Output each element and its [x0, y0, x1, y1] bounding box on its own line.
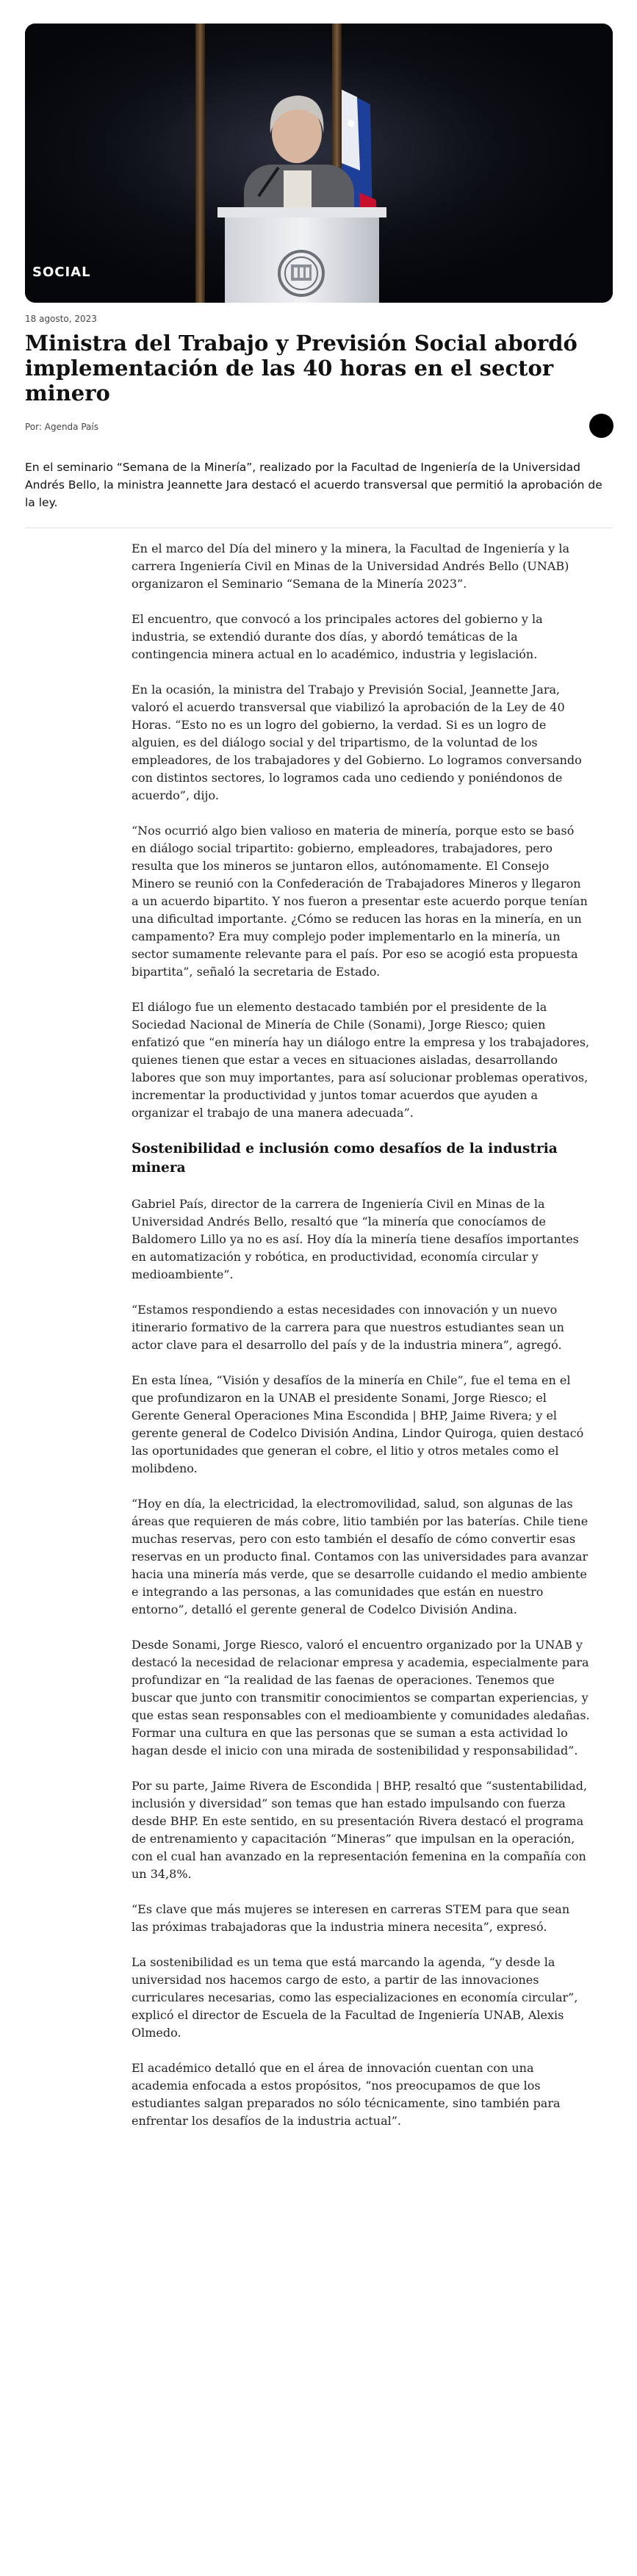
article-lead: En el seminario “Semana de la Minería”, realizado por la Facultad de Ingeniería de la Universidad Andrés Bello, la ministra Jeannette Jara destacó el acuerdo transversal que permitió la aprobación de la ley. [25, 461, 602, 509]
body-paragraph: Gabriel País, director de la carrera de Ingeniería Civil en Minas de la Universidad Andrés Bello, resaltó que “la minería que conocíamos de Baldomero Lillo ya no es así. Hoy día la minería tiene desafíos importantes en automatización y robótica, en productividad, economía circular y medioambiente”. [132, 1197, 579, 1281]
body-paragraph: La sostenibilidad es un tema que está marcando la agenda, “y desde la universidad nos hacemos cargo de esto, a partir de las innovaciones curriculares necesarias, como las especializaciones en economía circular”, explicó el director de Escuela de la Facultad de Ingeniería UNAB, Alexis Olmedo. [132, 1955, 578, 2040]
category-tag[interactable]: SOCIAL [32, 265, 91, 280]
publish-date: 18 agosto, 2023 [25, 314, 97, 324]
article-body [132, 540, 590, 2148]
body-paragraph: “Nos ocurrió algo bien valioso en materia de minería, porque esto se basó en diálogo social tripartito: gobierno, empleadores, trabajadores, pero resulta que los mineros se juntaron ellos, autónomamente. El Consejo Minero se reunió con la Confederación de Trabajadores Mineros y llegaron a un acuerdo bipartito. Y nos fueron a presentar este acuerdo porque tenían una dificultad importante. ¿Cómo se reducen las horas en la minería, en un campamento? Era muy complejo poder implementarlo en la minería, un sector sumamente relevante para el país. Por eso se acogió esta propuesta bipartita”, señaló la secretaria de Estado. [132, 824, 588, 979]
body-paragraph: “Hoy en día, la electricidad, la electromovilidad, salud, son algunas de las áreas que requieren de más cobre, litio también por las baterías. Chile tiene muchas reservas, pero con esto también el desafío de cómo convertir esas reservas en un producto final. Contamos con las universidades para avanzar hacia una minería más verde, que se desarrolle cuidando el medio ambiente e integrando a las personas, a las comunidades que están en nuestro entorno”, detalló el gerente general de Codelco División Andina. [132, 1497, 589, 1616]
body-paragraph: El académico detalló que en el área de innovación cuentan con una academia enfocada a estos propósitos, “nos preocupamos de que los estudiantes salgan preparados no sólo técnicamente, sino también para enfrentar los desafíos de la industria actual”. [132, 2061, 561, 2128]
author-byline: Por: Agenda País [25, 422, 98, 432]
section-heading: Sostenibilidad e inclusión como desafíos de la industria minera [132, 1141, 558, 1176]
body-paragraph: El encuentro, que convocó a los principales actores del gobierno y la industria, se extendió durante dos días, y abordó temáticas de la contingencia minera actual en lo académico, industria y legislación. [132, 612, 543, 661]
hero-image [25, 24, 613, 303]
body-paragraph: “Estamos respondiendo a estas necesidades con innovación y un nuevo itinerario formativo de la carrera para que nuestros estudiantes sean un actor clave para el desarrollo del país y de la industria minera”, agregó. [132, 1303, 564, 1352]
article-title: Ministra del Trabajo y Previsión Social abordó implementación de las 40 horas en el sector minero [25, 331, 577, 406]
hero-photo-illustration [25, 24, 613, 303]
body-paragraph: Desde Sonami, Jorge Riesco, valoró el encuentro organizado por la UNAB y destacó la necesidad de relacionar empresa y academia, especialmente para profundizar en “la realidad de las faenas de operaciones. Tenemos que buscar que junto con transmitir conocimientos se compartan experiencias, y que estas sean responsables con el medioambiente y comunidades aledañas. Formar una cultura en que las personas que se suman a esta actividad lo hagan desde el inicio con una mirada de sostenibilidad y responsabilidad”. [132, 1638, 590, 1757]
body-paragraph: En esta línea, “Visión y desafíos de la minería en Chile”, fue el tema en el que profundizaron en la UNAB el presidente Sonami, Jorge Riesco; el Gerente General Operaciones Mina Escondida | BHP, Jaime Rivera; y el gerente general de Codelco División Andina, Lindor Quiroga, quien destacó las oportunidades que generan el cobre, el litio y otros metales como el molibdeno. [132, 1373, 584, 1475]
share-dot-icon[interactable] [589, 414, 613, 438]
body-paragraph: “Es clave que más mujeres se interesen en carreras STEM para que sean las próximas trabajadoras que la industria minera necesita”, expresó. [132, 1902, 570, 1934]
body-paragraph: Por su parte, Jaime Rivera de Escondida | BHP, resaltó que “sustentabilidad, inclusión y diversidad” son temas que han estado impulsando con fuerza desde BHP. En este sentido, en su presentación Rivera destacó el programa de entrenamiento y capacitación “Mineras” que impulsan en la operación, con el cual han avanzado en la representación femenina en la compañía con un 34,8%. [132, 1779, 588, 1881]
body-paragraph: El diálogo fue un elemento destacado también por el presidente de la Sociedad Nacional de Minería de Chile (Sonami), Jorge Riesco; quien enfatizó que “en minería hay un diálogo entre la empresa y los trabajadores, quienes tienen que estar a veces en situaciones aisladas, desarrollando labores que son muy importantes, para así solucionar problemas operativos, incrementar la productividad y juntos tomar acuerdos que ayuden a organizar el trabajo de una manera adecuada”. [132, 1000, 590, 1120]
body-paragraph: En la ocasión, la ministra del Trabajo y Previsión Social, Jeannette Jara, valoró el acuerdo transversal que viabilizó la aprobación de la Ley de 40 Horas. “Esto no es un logro del gobierno, la verdad. Si es un logro de alguien, es del diálogo social y del tripartismo, de la voluntad de los empleadores, de los trabajadores y del Gobierno. Lo logramos conversando con distintos sectores, lo logramos cada uno cediendo y poniéndonos de acuerdo”, dijo. [132, 683, 582, 802]
body-paragraph: En el marco del Día del minero y la minera, la Facultad de Ingeniería y la carrera Ingeniería Civil en Minas de la Universidad Andrés Bello (UNAB) organizaron el Seminario “Semana de la Minería 2023”. [132, 542, 570, 591]
